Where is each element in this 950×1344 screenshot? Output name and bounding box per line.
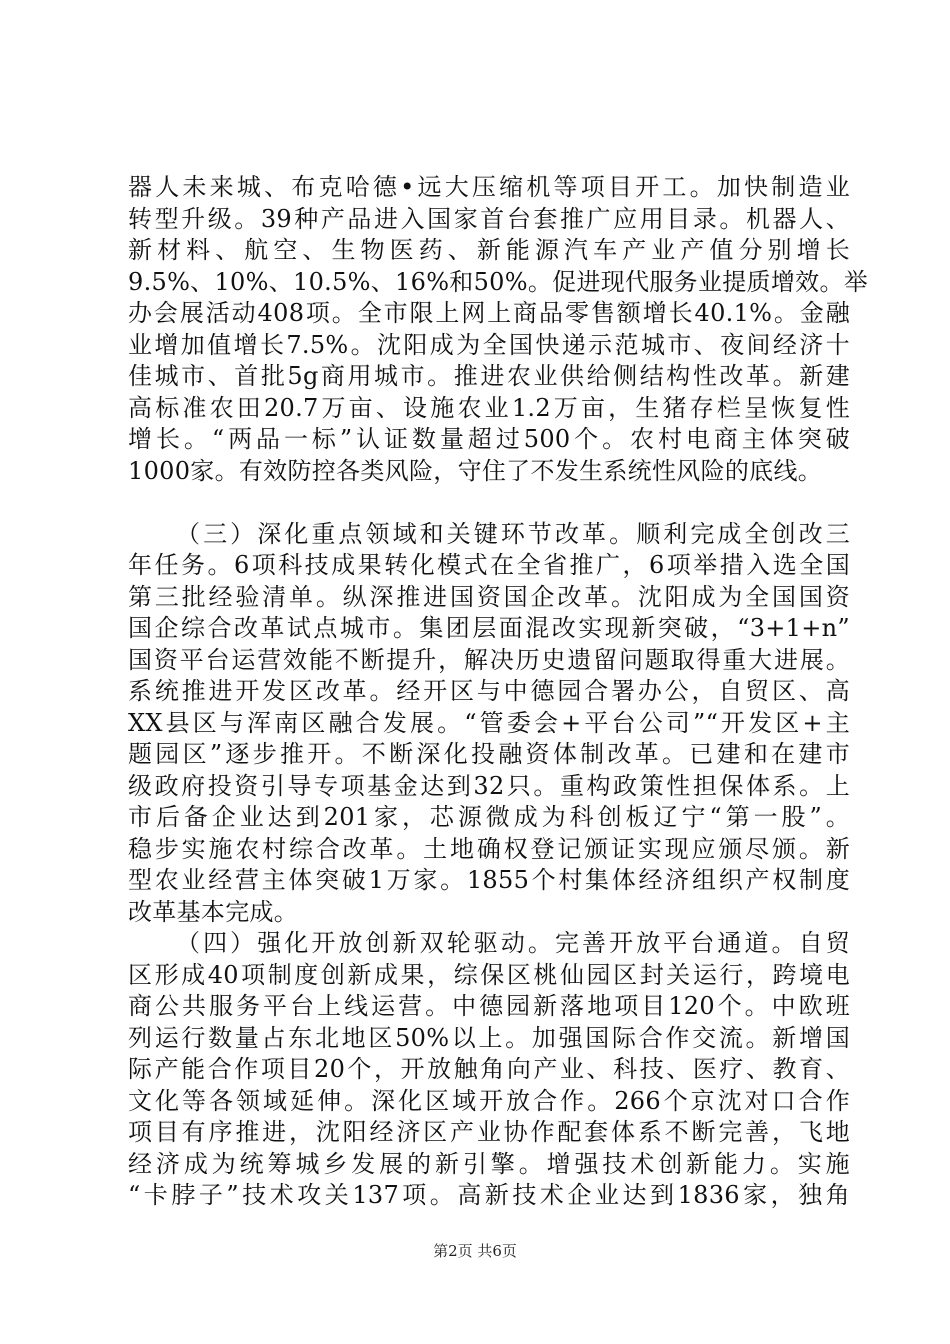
text-line: “卡脖子”技术攻关137项。高新技术企业达到1836家，独角 (128, 1181, 850, 1209)
text-line: 经济成为统筹城乡发展的新引擎。增强技术创新能力。实施 (128, 1149, 850, 1178)
text-line: 稳步实施农村综合改革。土地确权登记颁证实现应颁尽颁。新 (128, 834, 850, 863)
paragraph-industry (128, 172, 869, 487)
text-line: 新材料、航空、生物医药、新能源汽车产业产值分别增长 (128, 236, 850, 264)
text-line: 转型升级。39种产品进入国家首台套推广应用目录。机器人、 (128, 204, 850, 233)
document-body (128, 172, 869, 1212)
text-line: 国资平台运营效能不断提升，解决历史遗留问题取得重大进展。 (128, 645, 850, 674)
text-line: 际产能合作项目20个，开放触角向产业、科技、医疗、教育、 (128, 1055, 850, 1083)
text-line: 业增加值增长7.5%。沈阳成为全国快递示范城市、夜间经济十 (128, 330, 850, 359)
text-line: 改革基本完成。 (128, 897, 299, 926)
text-line: 区形成40项制度创新成果，综保区桃仙园区封关运行，跨境电 (128, 960, 850, 989)
text-line: 第三批经验清单。纵深推进国资国企改革。沈阳成为全国国资 (128, 582, 850, 611)
text-line: 文化等各领域延伸。深化区域开放合作。266个京沈对口合作 (128, 1086, 850, 1115)
text-line: 器人未来城、布克哈德•远大压缩机等项目开工。加快制造业 (128, 173, 850, 201)
text-line: 商公共服务平台上线运营。中德园新落地项目120个。中欧班 (128, 992, 850, 1020)
text-line: 高标准农田20.7万亩、设施农业1.2万亩，生猪存栏呈恢复性 (128, 393, 850, 422)
text-line: 9.5%、10%、10.5%、16%和50%。促进现代服务业提质增效。举 (128, 267, 869, 296)
text-line: 市后备企业达到201家，芯源微成为科创板辽宁“第一股”。 (128, 803, 850, 831)
page-number-footer: 第2页 共6页 (433, 1242, 517, 1260)
text-line: （三）深化重点领域和关键环节改革。顺利完成全创改三 (176, 519, 850, 548)
text-line: 办会展活动408项。全市限上网上商品零售额增长40.1%。金融 (128, 299, 850, 327)
text-line: 系统推进开发区改革。经开区与中德园合署办公，自贸区、高 (128, 677, 850, 705)
paragraph-opening-innovation (128, 928, 850, 1212)
text-line: 1000家。有效防控各类风险，守住了不发生系统性风险的底线。 (128, 456, 823, 485)
text-line: 年任务。6项科技成果转化模式在全省推广，6项举措入选全国 (128, 551, 850, 579)
paragraph-reform (128, 519, 850, 929)
text-line: 级政府投资引导专项基金达到32只。重构政策性担保体系。上 (128, 771, 850, 800)
text-line: 项目有序推进，沈阳经济区产业协作配套体系不断完善，飞地 (128, 1118, 850, 1146)
text-line: XX县区与浑南区融合发展。“管委会+平台公司”“开发区+主 (128, 708, 850, 737)
text-line: 列运行数量占东北地区50%以上。加强国际合作交流。新增国 (128, 1023, 850, 1052)
text-line: 增长。“两品一标”认证数量超过500个。农村电商主体突破 (128, 425, 850, 453)
text-line: （四）强化开放创新双轮驱动。完善开放平台通道。自贸 (176, 929, 850, 957)
text-line: 题园区”逐步推开。不断深化投融资体制改革。已建和在建市 (128, 740, 850, 768)
text-line: 国企综合改革试点城市。集团层面混改实现新突破，“3+1+n” (128, 614, 850, 642)
text-line: 型农业经营主体突破1万家。1855个村集体经济组织产权制度 (128, 866, 850, 894)
paragraph-gap (128, 487, 850, 519)
text-line: 佳城市、首批5g商用城市。推进农业供给侧结构性改革。新建 (128, 362, 850, 390)
